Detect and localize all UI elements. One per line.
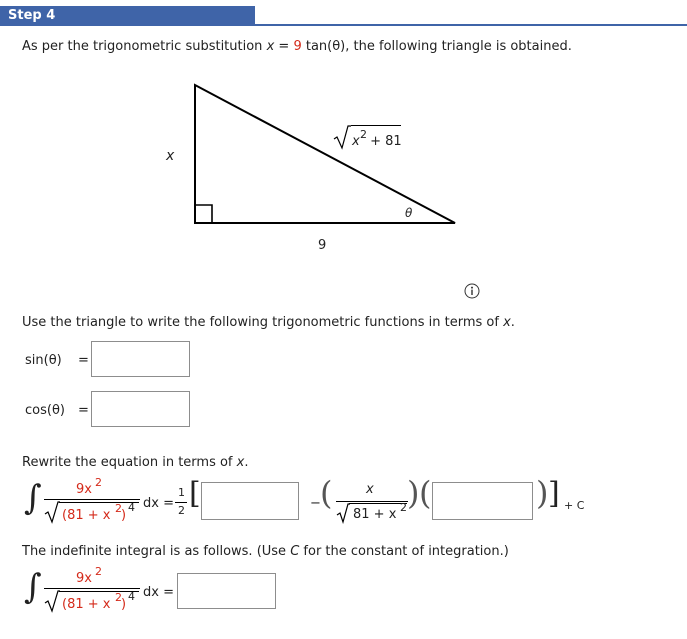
- close-bracket: ]: [548, 476, 560, 511]
- right-angle-marker: [195, 205, 212, 223]
- final-denominator-inner-exp: 2: [115, 591, 122, 604]
- vertical-side-label: x: [166, 148, 175, 164]
- final-sqrt-bar: [59, 591, 139, 592]
- integrand-numerator: 9x: [76, 482, 92, 497]
- open-bracket: [: [189, 476, 201, 511]
- fraction2-denominator: 81 + x: [353, 507, 397, 522]
- sqrt-bar: [351, 125, 401, 126]
- sin-answer-input[interactable]: [91, 341, 190, 377]
- final-denominator-close: ): [121, 597, 127, 612]
- right-triangle: [180, 78, 470, 230]
- final-denominator: (81 + x: [62, 597, 111, 612]
- final-numerator-exp: 2: [95, 565, 102, 578]
- triangle-outline: [195, 85, 455, 223]
- integral-answer-input-2[interactable]: [432, 482, 533, 520]
- minus-sign: −: [310, 496, 321, 511]
- close-paren-right: ): [536, 474, 549, 512]
- close-paren-left: ): [407, 474, 420, 512]
- instruction-text: Use the triangle to write the following trigonometric functions in terms of x.: [22, 315, 515, 330]
- integrand-denominator-outer-exp: 4: [128, 501, 135, 514]
- integrand-denominator-inner-exp: 2: [115, 502, 122, 515]
- fraction2-sqrt-bar: [349, 503, 407, 504]
- fraction2-numerator: x: [366, 482, 374, 497]
- step-title: Step 4: [8, 8, 56, 23]
- cos-equals: =: [78, 403, 89, 418]
- step-header: [0, 6, 255, 26]
- fraction2-sqrt-sign: [336, 502, 350, 524]
- step-header-rule: [255, 24, 687, 26]
- sqrt-sign: [333, 124, 351, 150]
- rewrite-text: Rewrite the equation in terms of x.: [22, 455, 249, 470]
- horizontal-side-label: 9: [318, 238, 327, 253]
- open-paren-right: (: [419, 474, 432, 512]
- integral-sign: ∫: [24, 478, 42, 518]
- final-dx-equals: dx =: [143, 585, 174, 600]
- sin-equals: =: [78, 353, 89, 368]
- indefinite-answer-input[interactable]: [177, 573, 276, 609]
- integrand-denominator: (81 + x: [62, 508, 111, 523]
- denominator-sqrt-sign: [44, 500, 60, 524]
- cos-answer-input[interactable]: [91, 391, 190, 427]
- angle-label: θ: [405, 206, 413, 220]
- final-sqrt-sign: [44, 589, 60, 613]
- half-denominator: 2: [178, 504, 185, 517]
- integral-answer-input-1[interactable]: [201, 482, 299, 520]
- integrand-denominator-close: ): [121, 508, 127, 523]
- denominator-sqrt-bar: [59, 502, 139, 503]
- half-numerator: 1: [178, 486, 185, 499]
- rewrite-equation: [0, 472, 687, 532]
- half-fraction-bar: [175, 502, 187, 503]
- integrand-numerator-exp: 2: [95, 476, 102, 489]
- dx-equals: dx =: [143, 496, 174, 511]
- final-integral-sign: ∫: [24, 567, 42, 607]
- intro-sentence: As per the trigonometric substitution x = 9 tan(θ), the following triangle is obtained.: [22, 39, 572, 54]
- fraction2-denominator-exp: 2: [400, 501, 407, 514]
- plus-constant: + C: [564, 499, 585, 512]
- final-denominator-outer-exp: 4: [128, 590, 135, 603]
- final-numerator: 9x: [76, 571, 92, 586]
- indefinite-text: The indefinite integral is as follows. (Use C for the constant of integration.): [22, 544, 509, 559]
- cos-label: cos(θ): [25, 403, 65, 418]
- sin-label: sin(θ): [25, 353, 62, 368]
- info-icon[interactable]: [464, 283, 480, 299]
- open-paren-left: (: [320, 474, 333, 512]
- final-equation: [0, 561, 687, 621]
